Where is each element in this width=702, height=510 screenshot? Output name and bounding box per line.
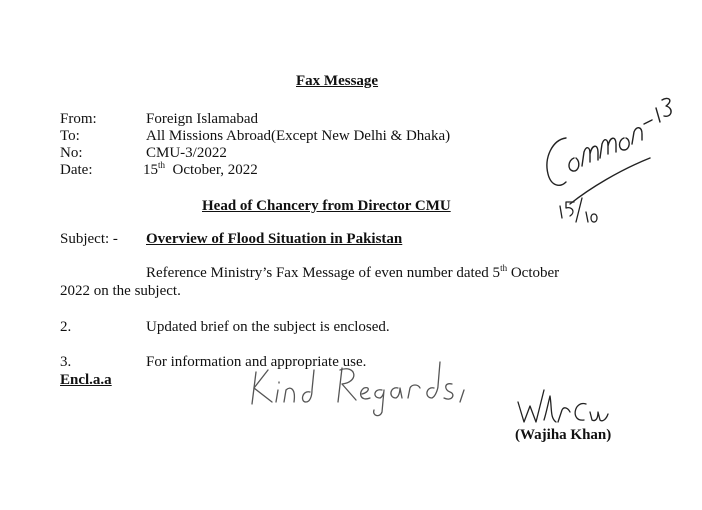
paragraph-3-number: 3.: [60, 354, 72, 370]
handwritten-stamp-note: [530, 78, 680, 228]
paragraph-1-sup: th: [500, 263, 508, 273]
to-value: All Missions Abroad(Except New Delhi & Dhaka): [146, 128, 451, 144]
date-suffix: th: [158, 160, 166, 170]
date-rest: October, 2022: [172, 162, 258, 178]
document-title: Fax Message: [296, 73, 379, 89]
handwritten-kind-regards: [246, 352, 476, 422]
date-label: Date:: [60, 162, 93, 178]
to-label: To:: [60, 128, 80, 144]
addressee-heading: Head of Chancery from Director CMU: [202, 198, 451, 214]
subject-label: Subject: -: [60, 231, 118, 247]
no-value: CMU-3/2022: [146, 145, 227, 161]
enclosure-label: Encl.a.a: [60, 372, 112, 388]
date-day: 15: [143, 162, 158, 178]
paragraph-2-number: 2.: [60, 319, 72, 335]
paragraph-3-text: For information and appropriate use.: [146, 354, 367, 370]
from-label: From:: [60, 111, 97, 127]
paragraph-1-line-2: 2022 on the subject.: [60, 283, 181, 299]
paragraph-1-line-1: [146, 264, 559, 282]
paragraph-2-text: Updated brief on the subject is enclosed.: [146, 319, 390, 335]
no-label: No:: [60, 145, 83, 161]
from-value: Foreign Islamabad: [146, 111, 259, 127]
signature: [508, 384, 618, 429]
subject-text: Overview of Flood Situation in Pakistan: [146, 231, 403, 247]
signatory-name: (Wajiha Khan): [515, 427, 612, 443]
date-value: [143, 161, 258, 179]
paragraph-1-text-a: Reference Ministry’s Fax Message of even number dated 5: [146, 265, 501, 281]
paragraph-1-text-b: October: [510, 265, 560, 281]
